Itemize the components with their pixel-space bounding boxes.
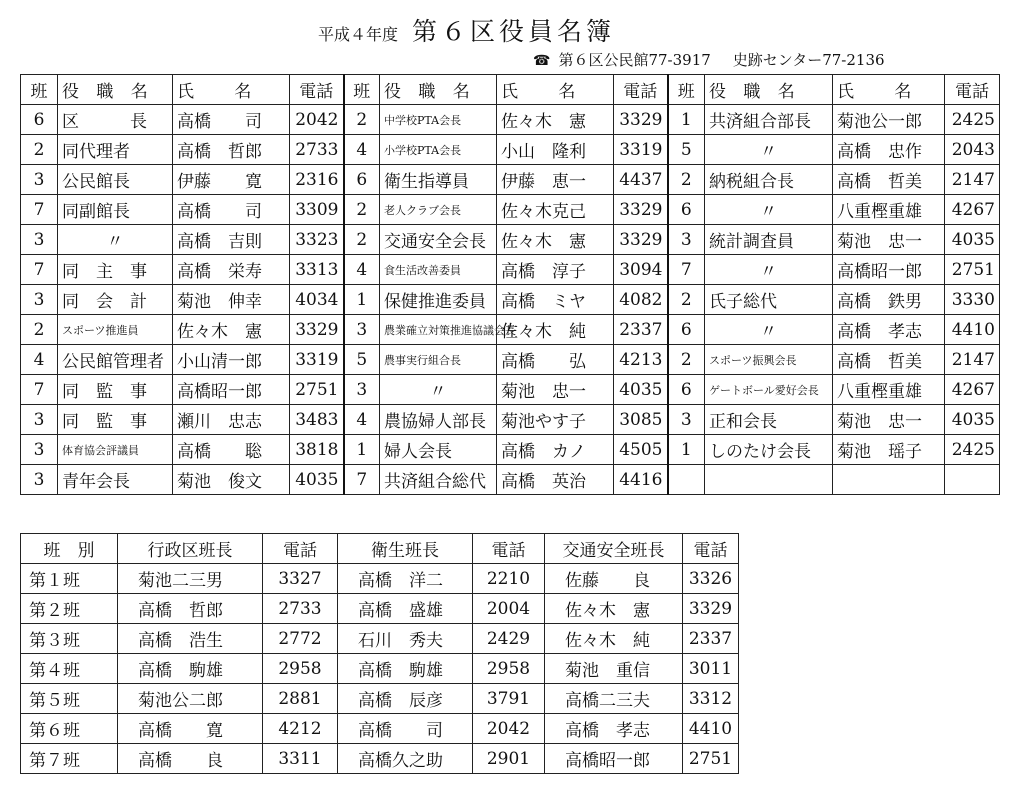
officer-phone: 4082 xyxy=(614,285,668,315)
group-label: 第４班 xyxy=(21,654,118,684)
officer-row xyxy=(21,435,1000,465)
officer-name: 高橋 孝志 xyxy=(833,315,945,345)
officer-phone: 2425 xyxy=(945,435,1000,465)
officer-row xyxy=(21,315,1000,345)
officer-name-header: 氏 名 xyxy=(497,75,614,105)
officer-phone: 2751 xyxy=(290,375,344,405)
group-header-1: 行政区班長 xyxy=(118,534,263,564)
officer-title: 〃 xyxy=(705,195,833,225)
officer-phone: 4035 xyxy=(614,375,668,405)
officer-header-row xyxy=(21,75,1000,105)
group-label: 第２班 xyxy=(21,594,118,624)
traffic-leader-phone: 2751 xyxy=(683,744,739,774)
officer-han: 6 xyxy=(668,315,705,345)
officer-phone: 4034 xyxy=(290,285,344,315)
officer-name: 高橋 鉄男 xyxy=(833,285,945,315)
sanitation-leader-name: 高橋 洋二 xyxy=(338,564,473,594)
officer-name: 高橋 司 xyxy=(173,105,290,135)
officer-han: 3 xyxy=(668,405,705,435)
sanitation-leader-name: 高橋 司 xyxy=(338,714,473,744)
officer-name: 伊藤 寛 xyxy=(173,165,290,195)
officer-title: 共済組合部長 xyxy=(705,105,833,135)
officer-name: 高橋 栄寿 xyxy=(173,255,290,285)
officer-phone: 3329 xyxy=(290,315,344,345)
officer-name: 菊池 忠一 xyxy=(833,405,945,435)
group-label: 第６班 xyxy=(21,714,118,744)
sanitation-leader-name: 高橋 辰彦 xyxy=(338,684,473,714)
officer-name: 高橋 哲郎 xyxy=(173,135,290,165)
officer-name-header: 氏 名 xyxy=(173,75,290,105)
officer-row xyxy=(21,105,1000,135)
traffic-leader-name: 佐々木 純 xyxy=(545,624,683,654)
officer-row xyxy=(21,375,1000,405)
officer-row xyxy=(21,135,1000,165)
sanitation-leader-phone: 2958 xyxy=(473,654,545,684)
officer-title: 共済組合総代 xyxy=(380,465,497,495)
community-hall-phone: 第６区公民館77-3917 xyxy=(558,51,711,69)
officer-name: 佐々木 憲 xyxy=(497,105,614,135)
officer-phone: 4035 xyxy=(945,405,1000,435)
officer-han: 7 xyxy=(668,255,705,285)
officer-phone: 4267 xyxy=(945,375,1000,405)
officer-title: 保健推進委員 xyxy=(380,285,497,315)
officer-row xyxy=(21,225,1000,255)
officer-name: 小山清一郎 xyxy=(173,345,290,375)
traffic-leader-phone: 3326 xyxy=(683,564,739,594)
group-header-5: 交通安全班長 xyxy=(545,534,683,564)
officer-title: 同代理者 xyxy=(58,135,173,165)
sanitation-leader-name: 高橋 駒雄 xyxy=(338,654,473,684)
officer-han: 2 xyxy=(21,315,58,345)
officer-han: 6 xyxy=(668,195,705,225)
officer-title: 小学校PTA会長 xyxy=(380,135,497,165)
officer-han: 1 xyxy=(344,435,380,465)
officer-title: 同 監 事 xyxy=(58,405,173,435)
traffic-leader-name: 菊池 重信 xyxy=(545,654,683,684)
officer-han-header: 班 xyxy=(21,75,58,105)
officer-phone: 2042 xyxy=(290,105,344,135)
sanitation-leader-phone: 2004 xyxy=(473,594,545,624)
officer-han: 3 xyxy=(21,165,58,195)
group-header-0: 班 別 xyxy=(21,534,118,564)
officer-name xyxy=(833,465,945,495)
officer-han: 2 xyxy=(668,285,705,315)
sanitation-leader-phone: 2210 xyxy=(473,564,545,594)
officer-han: 3 xyxy=(668,225,705,255)
sanitation-leader-phone: 3791 xyxy=(473,684,545,714)
officer-han: 3 xyxy=(344,375,380,405)
group-header-6: 電話 xyxy=(683,534,739,564)
sanitation-leader-phone: 2042 xyxy=(473,714,545,744)
admin-leader-name: 菊池二三男 xyxy=(118,564,263,594)
officer-title: 交通安全会長 xyxy=(380,225,497,255)
officer-title: 農協婦人部長 xyxy=(380,405,497,435)
officer-name: 菊池公一郎 xyxy=(833,105,945,135)
group-header-2: 電話 xyxy=(263,534,338,564)
officer-han: 7 xyxy=(21,255,58,285)
officer-title: 〃 xyxy=(705,135,833,165)
officer-row xyxy=(21,255,1000,285)
officer-row xyxy=(21,285,1000,315)
admin-leader-name: 菊池公二郎 xyxy=(118,684,263,714)
group-row xyxy=(21,714,739,744)
admin-leader-phone: 3311 xyxy=(263,744,338,774)
officer-row xyxy=(21,345,1000,375)
group-row xyxy=(21,744,739,774)
officer-title xyxy=(705,465,833,495)
officer-name-header: 氏 名 xyxy=(833,75,945,105)
admin-leader-name: 高橋 哲郎 xyxy=(118,594,263,624)
officer-title: 老人クラブ会長 xyxy=(380,195,497,225)
officer-phone: 2043 xyxy=(945,135,1000,165)
officer-phone: 3309 xyxy=(290,195,344,225)
officer-title: 中学校PTA会長 xyxy=(380,105,497,135)
traffic-leader-name: 高橋 孝志 xyxy=(545,714,683,744)
admin-leader-name: 高橋 寛 xyxy=(118,714,263,744)
officer-name: 高橋 吉則 xyxy=(173,225,290,255)
officer-name: 小山 隆利 xyxy=(497,135,614,165)
officer-phone: 4035 xyxy=(290,465,344,495)
traffic-leader-name: 高橋二三夫 xyxy=(545,684,683,714)
admin-leader-phone: 2958 xyxy=(263,654,338,684)
officer-row xyxy=(21,195,1000,225)
officer-name: 佐々木 憲 xyxy=(173,315,290,345)
officer-han: 2 xyxy=(668,345,705,375)
group-leader-table xyxy=(20,533,739,774)
officer-phone: 3818 xyxy=(290,435,344,465)
officer-name: 高橋 忠作 xyxy=(833,135,945,165)
officer-phone xyxy=(945,465,1000,495)
group-row xyxy=(21,564,739,594)
traffic-leader-phone: 2337 xyxy=(683,624,739,654)
officer-title: スポーツ振興会長 xyxy=(705,345,833,375)
contact-line xyxy=(533,49,1013,71)
officer-title: 納税組合長 xyxy=(705,165,833,195)
officer-name: 佐々木 憲 xyxy=(497,225,614,255)
officer-phone: 2147 xyxy=(945,345,1000,375)
sanitation-leader-name: 石川 秀夫 xyxy=(338,624,473,654)
traffic-leader-name: 高橋昭一郎 xyxy=(545,744,683,774)
traffic-leader-name: 佐々木 憲 xyxy=(545,594,683,624)
group-header-4: 電話 xyxy=(473,534,545,564)
sanitation-leader-phone: 2429 xyxy=(473,624,545,654)
officer-title: 〃 xyxy=(380,375,497,405)
group-label: 第７班 xyxy=(21,744,118,774)
officer-phone: 4505 xyxy=(614,435,668,465)
officer-title: 食生活改善委員 xyxy=(380,255,497,285)
officer-han: 3 xyxy=(21,465,58,495)
officer-phone: 3094 xyxy=(614,255,668,285)
officer-title: 同 主 事 xyxy=(58,255,173,285)
officer-name: 高橋 弘 xyxy=(497,345,614,375)
officer-han: 3 xyxy=(21,435,58,465)
officer-phone: 2425 xyxy=(945,105,1000,135)
document-header xyxy=(318,12,778,46)
officer-phone: 2733 xyxy=(290,135,344,165)
traffic-leader-name: 佐藤 良 xyxy=(545,564,683,594)
officer-title-header: 役 職 名 xyxy=(380,75,497,105)
sanitation-leader-phone: 2901 xyxy=(473,744,545,774)
officer-han: 4 xyxy=(344,255,380,285)
group-label: 第５班 xyxy=(21,684,118,714)
officer-name: 佐々木 純 xyxy=(497,315,614,345)
officer-title: 婦人会長 xyxy=(380,435,497,465)
officer-name: 菊池 忠一 xyxy=(833,225,945,255)
officer-name: 高橋昭一郎 xyxy=(833,255,945,285)
officer-phone-header: 電話 xyxy=(945,75,1000,105)
officer-title: 公民館長 xyxy=(58,165,173,195)
officer-phone: 3085 xyxy=(614,405,668,435)
officer-title-header: 役 職 名 xyxy=(705,75,833,105)
officer-phone: 3319 xyxy=(614,135,668,165)
group-label: 第１班 xyxy=(21,564,118,594)
officer-row xyxy=(21,465,1000,495)
officer-phone: 4416 xyxy=(614,465,668,495)
officer-title: 体育協会評議員 xyxy=(58,435,173,465)
traffic-leader-phone: 4410 xyxy=(683,714,739,744)
officer-han: 3 xyxy=(21,405,58,435)
document-title: 第６区役員名簿 xyxy=(412,17,616,46)
officer-phone: 2337 xyxy=(614,315,668,345)
officer-name: 高橋 司 xyxy=(173,195,290,225)
history-center-phone: 史跡センター77-2136 xyxy=(732,51,885,69)
officer-title: 青年会長 xyxy=(58,465,173,495)
officer-han: 4 xyxy=(21,345,58,375)
officer-title: 公民館管理者 xyxy=(58,345,173,375)
admin-leader-phone: 4212 xyxy=(263,714,338,744)
officer-phone: 3329 xyxy=(614,105,668,135)
group-header-3: 衛生班長 xyxy=(338,534,473,564)
group-header-row xyxy=(21,534,739,564)
admin-leader-phone: 2733 xyxy=(263,594,338,624)
officer-title: スポーツ推進員 xyxy=(58,315,173,345)
officer-name: 高橋 淳子 xyxy=(497,255,614,285)
officer-title: 農業確立対策推進協議会長 xyxy=(380,315,497,345)
officer-han: 1 xyxy=(668,105,705,135)
officer-han-header: 班 xyxy=(344,75,380,105)
group-row xyxy=(21,594,739,624)
officer-phone: 2751 xyxy=(945,255,1000,285)
officer-han: 4 xyxy=(344,135,380,165)
officer-phone: 2147 xyxy=(945,165,1000,195)
officer-title: しのたけ会長 xyxy=(705,435,833,465)
group-row xyxy=(21,654,739,684)
officer-name: 高橋昭一郎 xyxy=(173,375,290,405)
officer-name: 菊池 忠一 xyxy=(497,375,614,405)
officer-han: 7 xyxy=(21,195,58,225)
officer-phone: 4410 xyxy=(945,315,1000,345)
officer-name: 菊池 伸幸 xyxy=(173,285,290,315)
officer-name: 高橋 聡 xyxy=(173,435,290,465)
officer-han-header: 班 xyxy=(668,75,705,105)
traffic-leader-phone: 3312 xyxy=(683,684,739,714)
officer-name: 菊池やす子 xyxy=(497,405,614,435)
group-row xyxy=(21,684,739,714)
officer-title-header: 役 職 名 xyxy=(58,75,173,105)
officer-name: 高橋 カノ xyxy=(497,435,614,465)
officer-title: 衛生指導員 xyxy=(380,165,497,195)
sanitation-leader-name: 高橋久之助 xyxy=(338,744,473,774)
officer-han: 2 xyxy=(344,225,380,255)
officer-title: 〃 xyxy=(705,255,833,285)
officer-phone: 4437 xyxy=(614,165,668,195)
officer-han: 5 xyxy=(668,135,705,165)
admin-leader-name: 高橋 良 xyxy=(118,744,263,774)
officer-phone: 3483 xyxy=(290,405,344,435)
group-label: 第３班 xyxy=(21,624,118,654)
officer-phone: 3329 xyxy=(614,195,668,225)
phone-icon: ☎ xyxy=(533,53,551,69)
officer-han: 2 xyxy=(21,135,58,165)
officer-title: 同副館長 xyxy=(58,195,173,225)
officer-han: 1 xyxy=(344,285,380,315)
officer-han: 3 xyxy=(21,285,58,315)
officer-row xyxy=(21,165,1000,195)
officer-phone: 4035 xyxy=(945,225,1000,255)
officer-title: 同 監 事 xyxy=(58,375,173,405)
fiscal-year: 平成４年度 xyxy=(318,25,399,44)
officer-name: 高橋 哲美 xyxy=(833,165,945,195)
officer-phone: 3319 xyxy=(290,345,344,375)
sanitation-leader-name: 高橋 盛雄 xyxy=(338,594,473,624)
officer-phone: 3323 xyxy=(290,225,344,255)
officer-han: 2 xyxy=(344,105,380,135)
officer-name: 伊藤 恵一 xyxy=(497,165,614,195)
officer-han: 6 xyxy=(668,375,705,405)
officer-han: 5 xyxy=(344,345,380,375)
officer-title: ゲートボール愛好会長 xyxy=(705,375,833,405)
officer-title: 〃 xyxy=(58,225,173,255)
officer-han: 4 xyxy=(344,405,380,435)
officer-name: 高橋 哲美 xyxy=(833,345,945,375)
officer-title: 統計調査員 xyxy=(705,225,833,255)
officer-han: 2 xyxy=(668,165,705,195)
officer-title: 区 長 xyxy=(58,105,173,135)
officer-title: 〃 xyxy=(705,315,833,345)
officer-title: 同 会 計 xyxy=(58,285,173,315)
officer-row xyxy=(21,405,1000,435)
admin-leader-phone: 2881 xyxy=(263,684,338,714)
officer-name: 高橋 英治 xyxy=(497,465,614,495)
officer-name: 瀬川 忠志 xyxy=(173,405,290,435)
officer-name: 高橋 ミヤ xyxy=(497,285,614,315)
officer-title: 氏子総代 xyxy=(705,285,833,315)
officer-han: 6 xyxy=(344,165,380,195)
officer-phone: 2316 xyxy=(290,165,344,195)
officer-phone: 4267 xyxy=(945,195,1000,225)
admin-leader-name: 高橋 駒雄 xyxy=(118,654,263,684)
officer-han: 1 xyxy=(668,435,705,465)
officer-han: 2 xyxy=(344,195,380,225)
officer-han xyxy=(668,465,705,495)
officer-phone-header: 電話 xyxy=(614,75,668,105)
officer-table xyxy=(20,74,1000,495)
officer-phone: 3329 xyxy=(614,225,668,255)
officer-phone: 3330 xyxy=(945,285,1000,315)
officer-name: 佐々木克己 xyxy=(497,195,614,225)
officer-phone: 4213 xyxy=(614,345,668,375)
officer-title: 正和会長 xyxy=(705,405,833,435)
officer-name: 菊池 瑶子 xyxy=(833,435,945,465)
officer-phone-header: 電話 xyxy=(290,75,344,105)
traffic-leader-phone: 3011 xyxy=(683,654,739,684)
group-row xyxy=(21,624,739,654)
admin-leader-phone: 2772 xyxy=(263,624,338,654)
officer-han: 3 xyxy=(344,315,380,345)
officer-han: 3 xyxy=(21,225,58,255)
admin-leader-name: 高橋 浩生 xyxy=(118,624,263,654)
officer-phone: 3313 xyxy=(290,255,344,285)
officer-name: 八重樫重雄 xyxy=(833,195,945,225)
officer-name: 菊池 俊文 xyxy=(173,465,290,495)
admin-leader-phone: 3327 xyxy=(263,564,338,594)
officer-han: 7 xyxy=(21,375,58,405)
officer-han: 7 xyxy=(344,465,380,495)
traffic-leader-phone: 3329 xyxy=(683,594,739,624)
officer-title: 農事実行組合長 xyxy=(380,345,497,375)
officer-name: 八重樫重雄 xyxy=(833,375,945,405)
officer-han: 6 xyxy=(21,105,58,135)
